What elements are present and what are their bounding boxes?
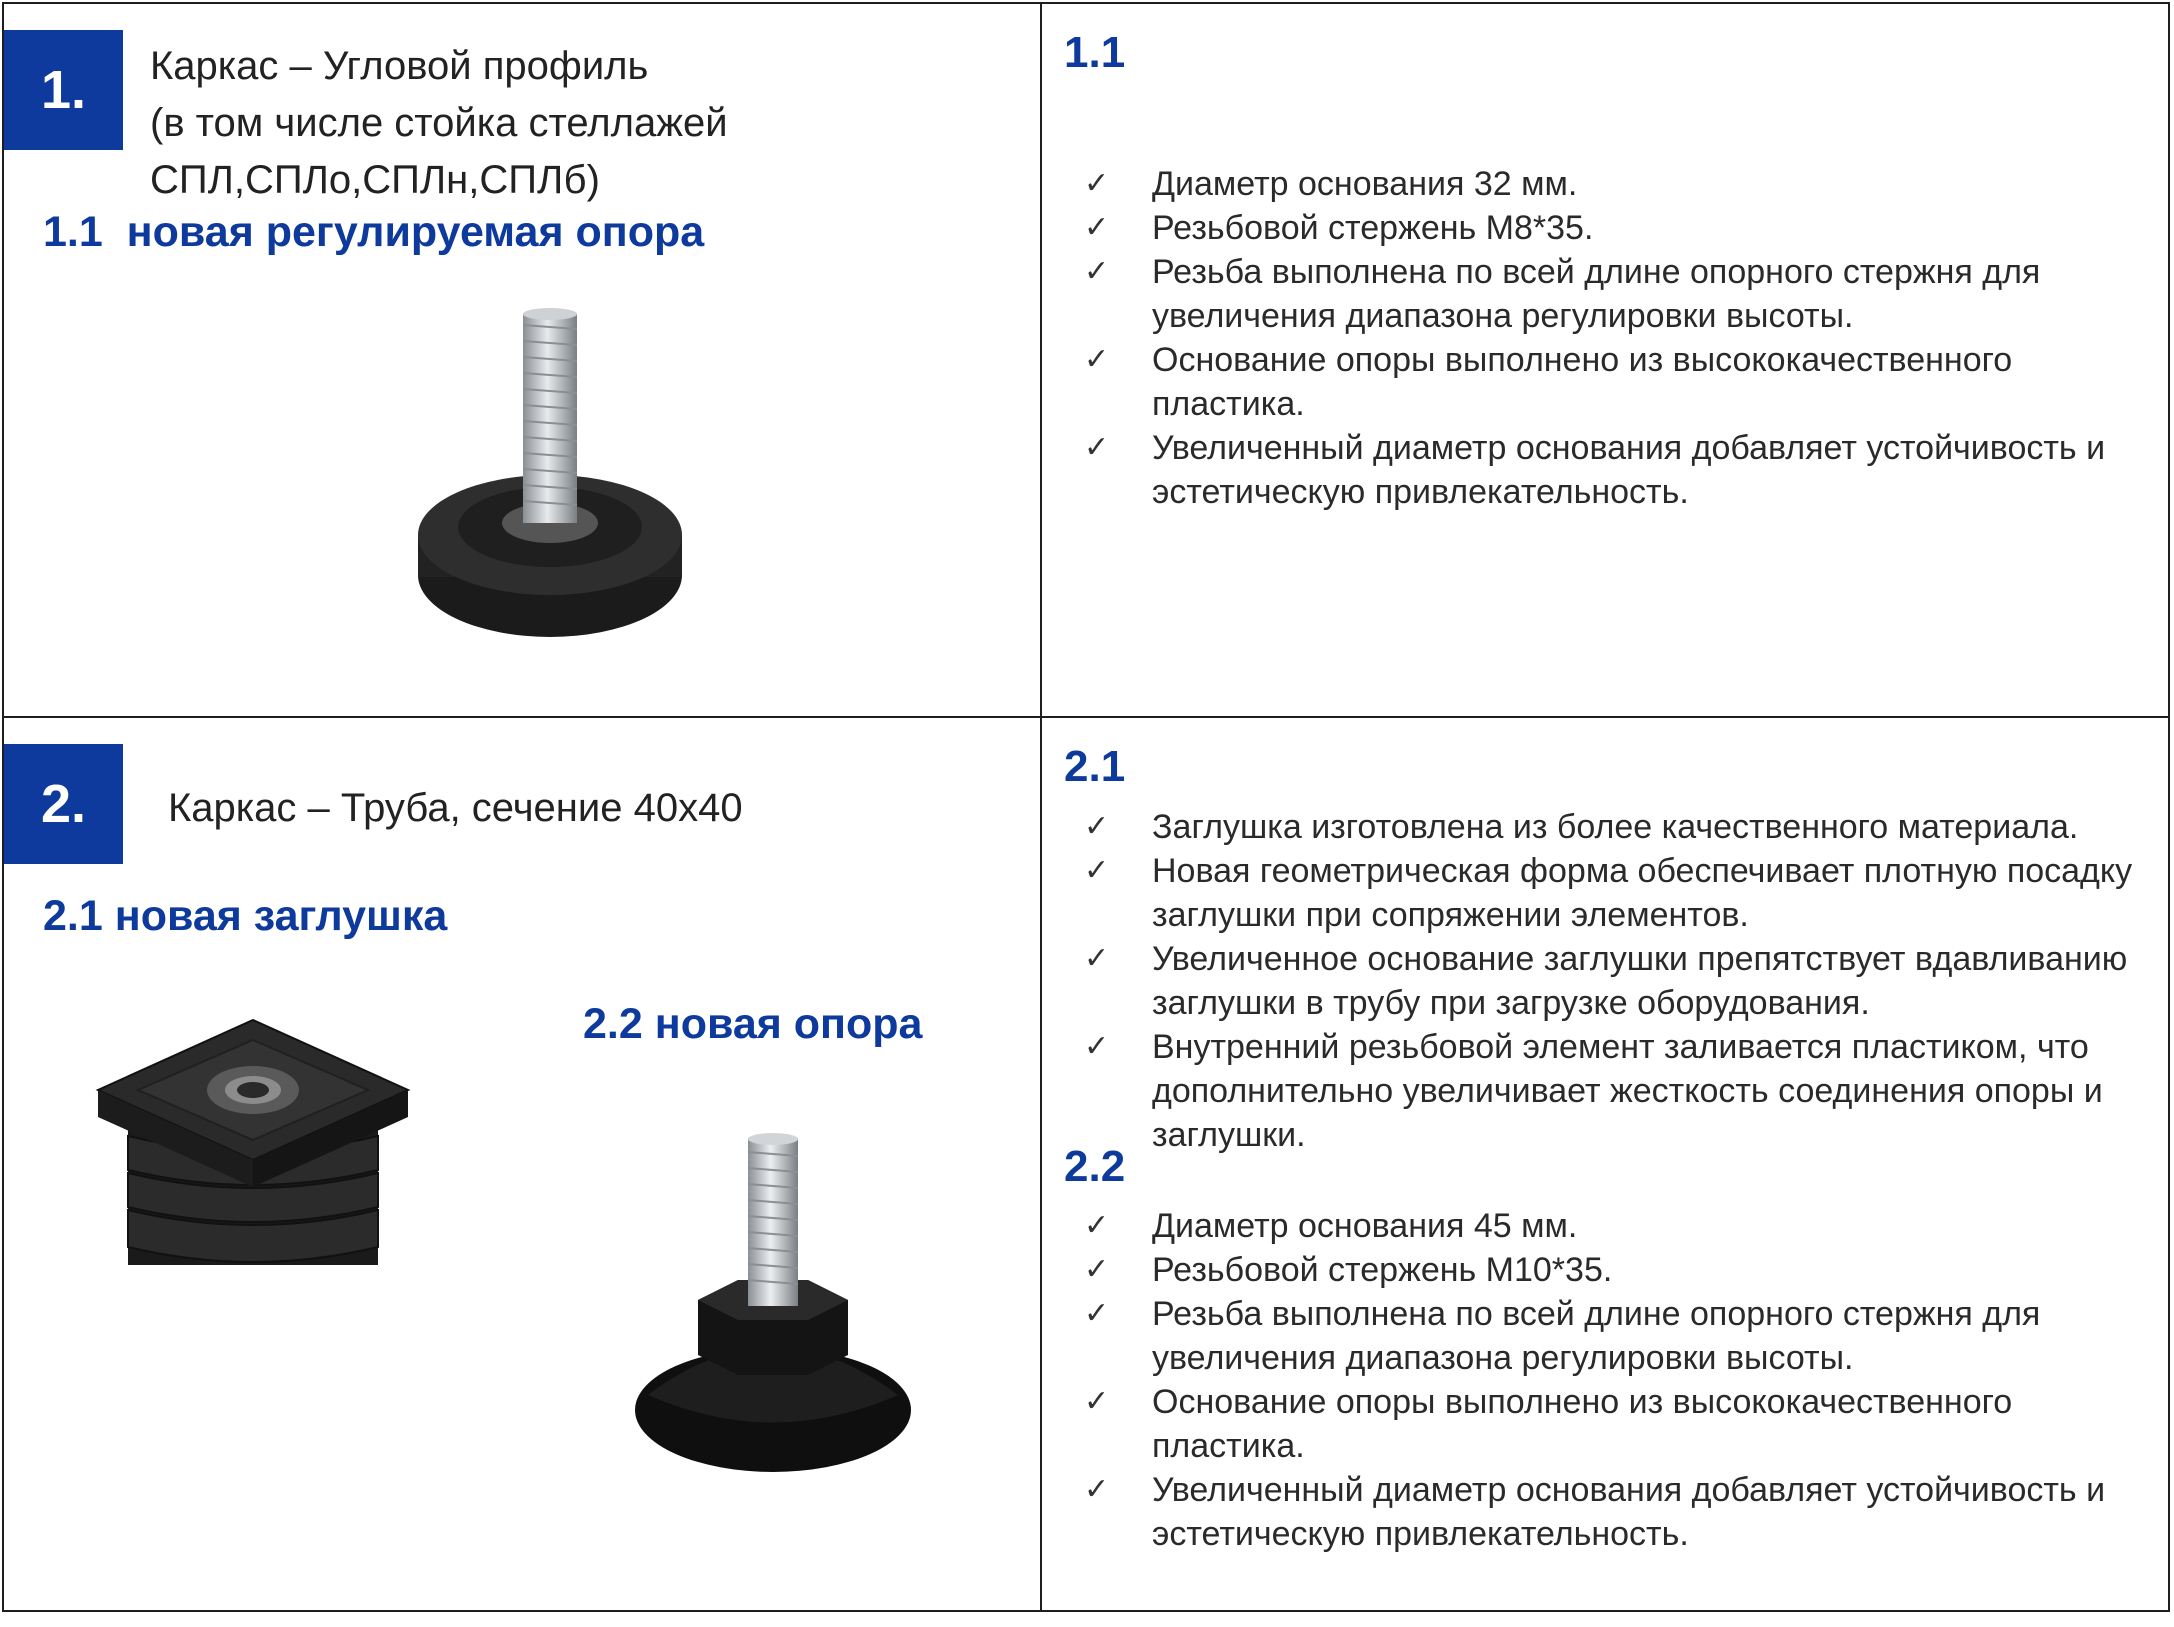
square-end-cap-image <box>88 1015 418 1315</box>
section-2-1-feature-list <box>1084 805 2144 1157</box>
checkmark-icon: ✓ <box>1084 942 1110 975</box>
checkmark-icon: ✓ <box>1084 1209 1110 1242</box>
checkmark-icon: ✓ <box>1084 1297 1110 1330</box>
section-2-title: Каркас – Труба, сечение 40х40 <box>168 786 743 830</box>
feature-text: Резьба выполнена по всей длине опорного стержня для увеличения диапазона регулировки высоты. <box>1152 1295 2041 1377</box>
section-1-1-feature-list <box>1084 162 2144 514</box>
checkmark-icon: ✓ <box>1084 810 1110 843</box>
section-1-1-label: 1.1 <box>1064 28 1126 77</box>
column-divider <box>1040 2 1042 1612</box>
section-1-title <box>150 38 728 209</box>
feature-text: Увеличенный диаметр основания добавляет устойчивость и эстетическую привлекательность. <box>1152 1471 2106 1553</box>
section-2-1-subhead: 2.1 новая заглушка <box>43 892 448 940</box>
section-1-title-line: Каркас – Угловой профиль <box>150 44 649 88</box>
feature-item <box>1084 1468 2144 1556</box>
feature-item <box>1084 1248 2144 1292</box>
feature-text: Резьбовой стержень М8*35. <box>1152 209 1594 247</box>
feature-item <box>1084 805 2144 849</box>
checkmark-icon: ✓ <box>1084 854 1110 887</box>
feature-item <box>1084 162 2144 206</box>
feature-text: Основание опоры выполнено из высококачественного пластика. <box>1152 341 2013 423</box>
section-2-number-badge: 2. <box>4 744 123 864</box>
checkmark-icon: ✓ <box>1084 211 1110 244</box>
checkmark-icon: ✓ <box>1084 431 1110 464</box>
checkmark-icon: ✓ <box>1084 1030 1110 1063</box>
checkmark-icon: ✓ <box>1084 1253 1110 1286</box>
feature-item <box>1084 206 2144 250</box>
adjustable-foot-m10-image <box>628 1130 918 1480</box>
section-2-1-label: 2.1 <box>1064 742 1126 791</box>
section-1-title-line: (в том числе стойка стеллажей <box>150 101 728 145</box>
feature-item <box>1084 937 2144 1025</box>
feature-item <box>1084 1380 2144 1468</box>
checkmark-icon: ✓ <box>1084 255 1110 288</box>
section-2-2-feature-list <box>1084 1204 2144 1556</box>
section-1-title-line: СПЛ,СПЛо,СПЛн,СПЛб) <box>150 158 600 202</box>
feature-text: Резьбовой стержень М10*35. <box>1152 1251 1613 1289</box>
feature-item <box>1084 849 2144 937</box>
row-divider <box>2 716 2170 718</box>
feature-text: Основание опоры выполнено из высококачественного пластика. <box>1152 1383 2013 1465</box>
adjustable-foot-m8-image <box>405 305 695 675</box>
feature-text: Диаметр основания 45 мм. <box>1152 1207 1578 1245</box>
feature-item <box>1084 338 2144 426</box>
feature-item <box>1084 1292 2144 1380</box>
feature-text: Резьба выполнена по всей длине опорного стержня для увеличения диапазона регулировки высоты. <box>1152 253 2041 335</box>
checkmark-icon: ✓ <box>1084 1473 1110 1506</box>
feature-item <box>1084 250 2144 338</box>
feature-item <box>1084 1025 2144 1157</box>
checkmark-icon: ✓ <box>1084 1385 1110 1418</box>
section-1-1-subhead: 1.1 новая регулируемая опора <box>43 208 705 256</box>
section-1-number-badge: 1. <box>4 30 123 150</box>
feature-text: Заглушка изготовлена из более качественного материала. <box>1152 808 2079 846</box>
feature-text: Внутренний резьбовой элемент заливается пластиком, что дополнительно увеличивает жесткость соединения опоры и заглушки. <box>1152 1028 2103 1154</box>
feature-item <box>1084 1204 2144 1248</box>
feature-text: Увеличенное основание заглушки препятствует вдавливанию заглушки в трубу при загрузке оборудования. <box>1152 940 2128 1022</box>
section-2-2-label: 2.2 <box>1064 1142 1126 1191</box>
feature-text: Новая геометрическая форма обеспечивает плотную посадку заглушки при сопряжении элементов. <box>1152 852 2133 934</box>
feature-text: Увеличенный диаметр основания добавляет устойчивость и эстетическую привлекательность. <box>1152 429 2106 511</box>
feature-text: Диаметр основания 32 мм. <box>1152 165 1578 203</box>
feature-item <box>1084 426 2144 514</box>
section-2-2-subhead: 2.2 новая опора <box>583 1000 923 1048</box>
checkmark-icon: ✓ <box>1084 343 1110 376</box>
checkmark-icon: ✓ <box>1084 167 1110 200</box>
